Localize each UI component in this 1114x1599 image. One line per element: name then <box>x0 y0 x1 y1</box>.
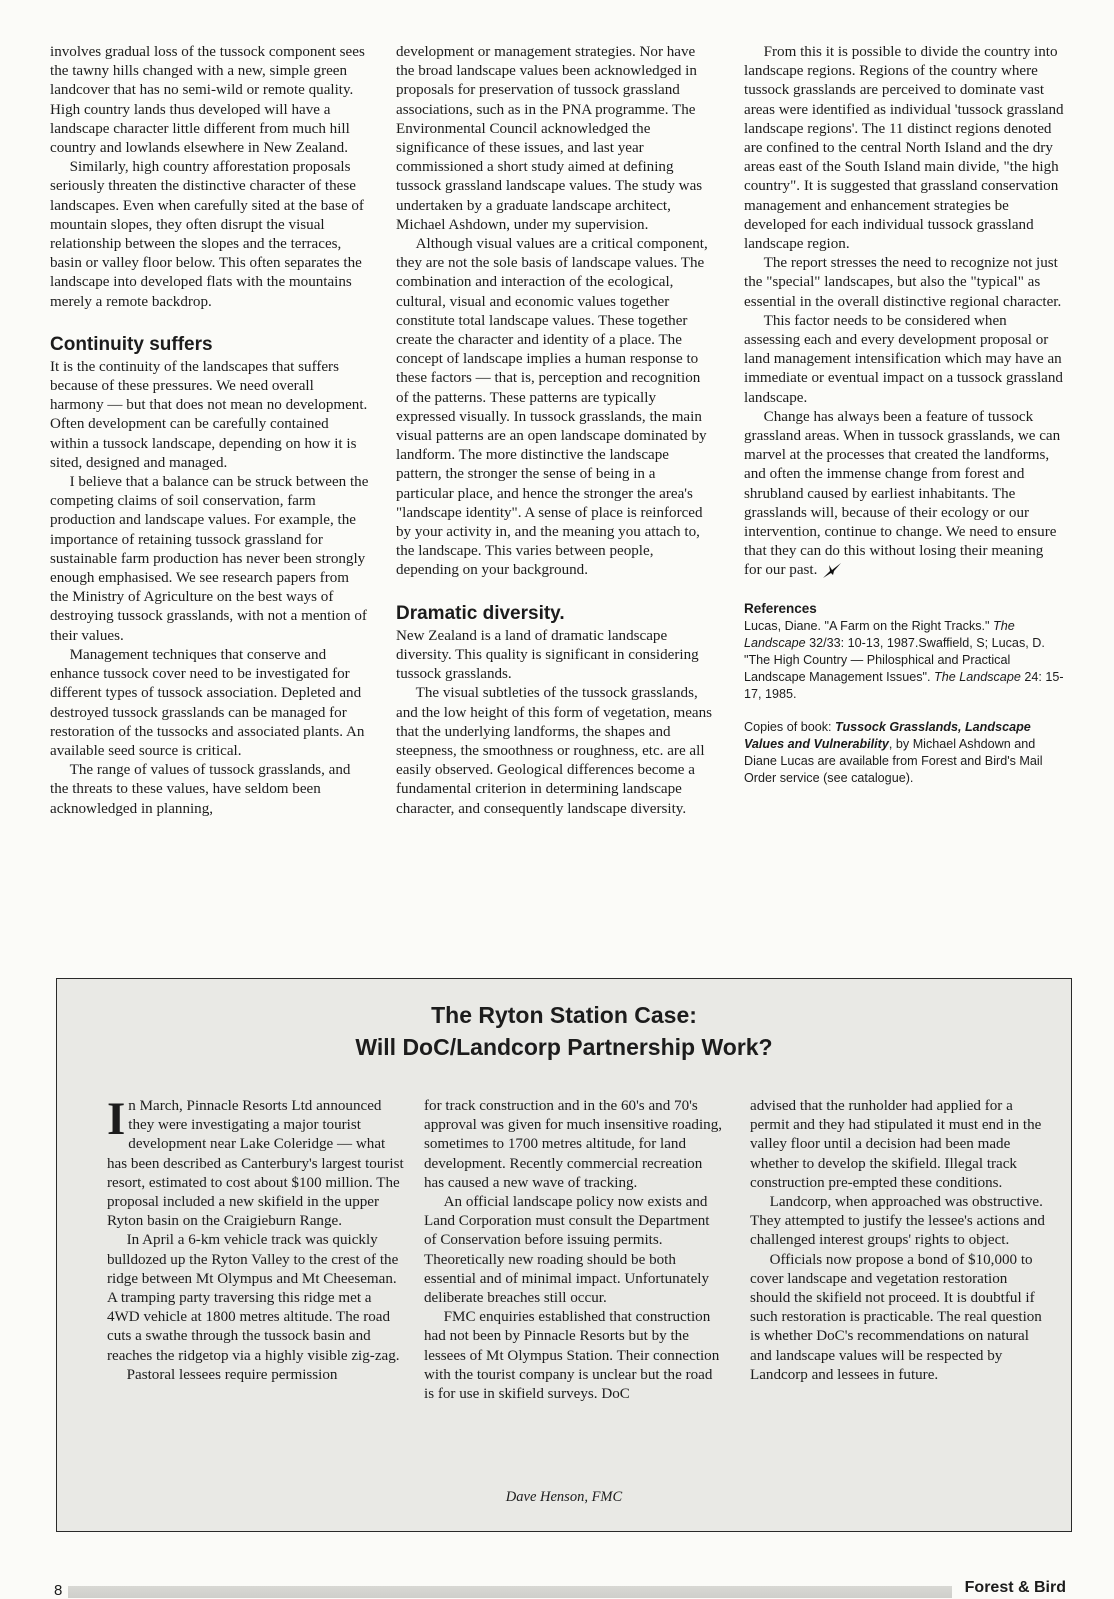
paragraph: advised that the runholder had applied for a permit and they had stipulated it must end in the valley floor until a decision had been made whether to develop the skifield. Illegal track construction pre-empted these conditions. <box>750 1098 1042 1191</box>
paragraph: This factor needs to be considered when assessing each and every development proposal or land management intensification which may have an immediate or eventual impact on a tussock grassland landscape. <box>744 312 1063 406</box>
paragraph-end: Change has always been a feature of tussock grassland areas. When in tussock grasslands, we can marvel at the processes that created the landforms, and often the immense change from forest and shrubland caused by earliest inhabitants. The grasslands will, because of their ecology or our intervention, continue to change. We need to ensure that they can do this without losing their meaning for our past. <box>744 408 1061 579</box>
paragraph: Although visual values are a critical component, they are not the sole basis of landscape values. The combination and interaction of the ecological, cultural, visual and economic values together constitute total landscape values. These together create the character and identity of a place. The concept of landscape implies a human response to these factors — that is, perception and recognition of the patterns. These patterns are typically expressed visually. In tussock grasslands, the main visual patterns are an open landscape dominated by landform. The more distinctive the landscape pattern, the stronger the sense of being in a particular place, and hence the stronger the area's "landscape identity". A sense of place is reinforced by your activity in, and the meaning you attach to, the landscape. This varies between people, depending on your background. <box>396 236 708 579</box>
section-heading-diversity: Dramatic diversity. <box>396 602 565 624</box>
references-list: Lucas, Diane. "A Farm on the Right Tracks." The Landscape 32/33: 10-13, 1987.Swaffield, S; Lucas, D. "The High Country — Philosphical and Practical Landscape Management Issues". The Landscape 24: 15-17, 1985. <box>744 618 1064 701</box>
paragraph: involves gradual loss of the tussock component sees the tawny hills changed with a new, simple green landcover that has no semi-wild or remote quality. High country lands thus developed will have a landscape character little different from much hill country and lowlands elsewhere in New Zealand. <box>50 44 365 157</box>
paragraph: Pastoral lessees require permission <box>126 1366 338 1383</box>
paragraph: Management techniques that conserve and enhance tussock cover need to be investigated for different types of tussock association. Depleted and destroyed tussock grasslands can be managed for restoration of the tussocks and associated plants. An available seed source is critical. <box>50 646 365 759</box>
paragraph: Officials now propose a bond of $10,000 to cover landscape and vegetation restoration should the skifield not proceed. It is doubtful if such restoration is practicable. The real question is whether DoC's recommendations on natural and landscape values will be respected by Landcorp and lessees in future. <box>750 1251 1042 1383</box>
paragraph: It is the continuity of the landscapes that suffers because of these pressures. We need overall harmony — but that does not mean no development. Often development can be carefully contained within a tussock landscape, depending on how it is sited, designed and managed. <box>50 358 368 471</box>
byline: Dave Henson, FMC <box>505 1489 623 1505</box>
paragraph: In April a 6-km vehicle track was quickly bulldozed up the Ryton Valley to the crest of the ridge between Mt Olympus and Mt Cheeseman. A tramping party traversing this ridge met a 4WD vehicle at 1800 metres altitude. The road cuts a swathe through the tussock basin and reaches the ridgetop via a highly visible zig-zag. <box>107 1232 400 1364</box>
sidebar-article-box <box>56 978 1072 1532</box>
references-heading: References <box>744 600 817 616</box>
paragraph: The report stresses the need to recognize not just the "special" landscapes, but also the "typical" as essential in the overall distinctive regional character. <box>744 255 1062 310</box>
paragraph: Similarly, high country afforestation proposals seriously threaten the distinctive character of these landscapes. Even when carefully sited at the base of mountain slopes, they often disrupt the visual relationship between the slopes and the terraces, basin or valley floor below. This often separates the landscape into developed flats with the mountains merely a remote backdrop. <box>50 159 364 310</box>
section-heading-continuity: Continuity suffers <box>50 333 213 355</box>
bird-end-mark-icon <box>821 562 843 580</box>
paragraph: Landcorp, when approached was obstructive. They attempted to justify the lessee's actions and challenged interest groups' rights to object. <box>750 1194 1045 1249</box>
paragraph: development or management strategies. Nor have the broad landscape values been acknowledged in proposals for preservation of tussock grassland associations, such as in the PNA programme. The Environmental Council acknowledged the significance of these issues, and last year commissioned a short study aimed at defining tussock grassland landscape values. The study was undertaken by a graduate landscape architect, Michael Ashdown, under my supervision. <box>396 44 703 233</box>
paragraph: for track construction and in the 60's and 70's approval was given for much insensitive roading, sometimes to 1700 metres altitude, for land development. Recently commercial recreation has caused a new wave of tracking. <box>424 1098 723 1191</box>
box-column-2 <box>424 1097 724 1404</box>
magazine-name: Forest & Bird <box>964 1579 1066 1596</box>
paragraph: New Zealand is a land of dramatic landscape diversity. This quality is significant in considering tussock grasslands. <box>396 627 699 683</box>
article-column-2 <box>396 43 716 819</box>
paragraph: An official landscape policy now exists and Land Corporation must consult the Department of Conservation before issuing permits. Theoretically new roading should be both essential and of minimal impact. Unfortunately deliberate breaches still occur. <box>424 1194 710 1307</box>
paragraph: The visual subtleties of the tussock grasslands, and the low height of this form of vegetation, means that the underlying landforms, the shapes and steepness, the smoothness or roughness, etc. are all easily observed. Geological differences become a fundamental criterion in determining landscape character, and consequently landscape diversity. <box>396 685 713 817</box>
paragraph: In March, Pinnacle Resorts Ltd announced they were investigating a major tourist development near Lake Coleridge — what has been described as Canterbury's largest tourist resort, estimated to cost about $100 million. The proposal included a new skifield in the upper Ryton basin on the Craigieburn Range. <box>107 1093 404 1230</box>
footer-rule <box>68 1586 952 1598</box>
box-column-1 <box>107 1093 407 1385</box>
paragraph: I believe that a balance can be struck between the competing claims of soil conservation, farm production and landscape values. For example, the importance of retaining tussock grassland for sustainable farm production has never been strongly enough emphasised. We see research papers from the Ministry of Agriculture on the best ways of destroying tussock grasslands, with not a mention of their values. <box>50 474 369 644</box>
article-column-1 <box>50 43 370 819</box>
box-column-3 <box>750 1097 1050 1385</box>
box-title: The Ryton Station Case: Will DoC/Landcorp Partnership Work? <box>355 1002 773 1060</box>
paragraph: The range of values of tussock grasslands, and the threats to these values, have seldom been acknowledged in planning, <box>50 762 351 817</box>
book-copies-note: Copies of book: Tussock Grasslands, Landscape Values and Vulnerability, by Michael Ashdown and Diane Lucas are available from Forest and Bird's Mail Order service (see catalogue). <box>744 719 1043 785</box>
drop-cap: I <box>107 1093 126 1145</box>
paragraph: From this it is possible to divide the country into landscape regions. Regions of the country where tussock grasslands are perceived to dominate vast areas were identified as individual 'tussock grassland landscape regions'. The 11 distinct regions denoted are confined to the central North Island and the dry areas east of the South Island main divide, "the high country". It is suggested that grassland conservation management and enhancement strategies be developed for each individual tussock grassland landscape region. <box>744 44 1064 253</box>
article-column-3 <box>744 43 1064 787</box>
paragraph: FMC enquiries established that construction had not been by Pinnacle Resorts but by the lessees of Mt Olympus Station. Their connection with the tourist company is unclear but the road is for use in skifield surveys. DoC <box>424 1309 720 1403</box>
page-number: 8 <box>54 1582 63 1599</box>
